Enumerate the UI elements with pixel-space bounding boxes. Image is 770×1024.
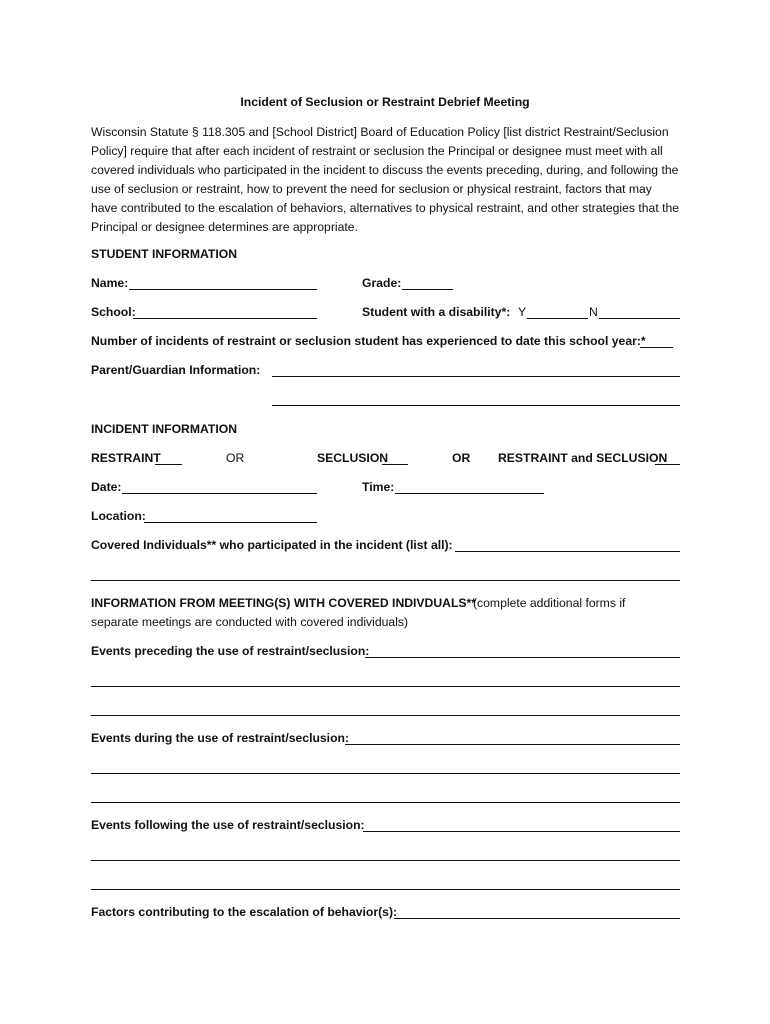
name-field[interactable] — [129, 289, 317, 290]
disability-yes-field[interactable] — [527, 318, 588, 319]
meeting-note-line-1: (complete additional forms if — [473, 596, 626, 610]
events-following-field-3[interactable] — [91, 889, 680, 890]
meeting-note-line-2: separate meetings are conducted with covered individuals) — [91, 615, 409, 629]
parent-guardian-label: Parent/Guardian Information: — [91, 363, 261, 377]
student-information-heading: STUDENT INFORMATION — [91, 247, 238, 261]
seclusion-field[interactable] — [382, 464, 408, 465]
name-label: Name: — [91, 276, 129, 290]
events-following-field-2[interactable] — [91, 860, 680, 861]
grade-field[interactable] — [402, 289, 453, 290]
events-preceding-field-2[interactable] — [91, 686, 680, 687]
seclusion-label: SECLUSION — [317, 451, 389, 465]
restraint-and-seclusion-field[interactable] — [655, 464, 680, 465]
school-field[interactable] — [133, 318, 317, 319]
factors-escalation-field[interactable] — [394, 918, 680, 919]
school-label: School: — [91, 305, 136, 319]
disability-yes-label: Y — [518, 305, 527, 319]
parent-guardian-field-1[interactable] — [272, 376, 680, 377]
location-label: Location: — [91, 509, 146, 523]
events-following-field-1[interactable] — [363, 831, 680, 832]
location-field[interactable] — [144, 522, 317, 523]
or-label-1: OR — [226, 451, 245, 465]
events-during-field-1[interactable] — [345, 744, 680, 745]
incidents-count-field[interactable] — [640, 347, 673, 348]
date-field[interactable] — [122, 493, 317, 494]
covered-individuals-field-1[interactable] — [455, 551, 680, 552]
restraint-field[interactable] — [155, 464, 182, 465]
events-preceding-field-1[interactable] — [365, 657, 680, 658]
restraint-and-seclusion-label: RESTRAINT and SECLUSION — [498, 451, 668, 465]
parent-guardian-field-2[interactable] — [272, 405, 680, 406]
covered-individuals-label: Covered Individuals** who participated in the incident (list all): — [91, 538, 453, 552]
events-following-label: Events following the use of restraint/seclusion: — [91, 818, 365, 832]
meeting-information-heading: INFORMATION FROM MEETING(S) WITH COVERED INDIVDUALS** — [91, 596, 477, 610]
events-during-label: Events during the use of restraint/seclusion: — [91, 731, 350, 745]
events-preceding-field-3[interactable] — [91, 715, 680, 716]
grade-label: Grade: — [362, 276, 402, 290]
disability-no-label: N — [589, 305, 598, 319]
disability-label: Student with a disability*: — [362, 305, 511, 319]
events-preceding-label: Events preceding the use of restraint/seclusion: — [91, 644, 370, 658]
events-during-field-3[interactable] — [91, 802, 680, 803]
events-during-field-2[interactable] — [91, 773, 680, 774]
factors-escalation-label: Factors contributing to the escalation of behavior(s): — [91, 905, 398, 919]
intro-paragraph: Wisconsin Statute § 118.305 and [School District] Board of Education Policy [list district Restraint/Seclusion Policy] require that after each incident of restraint or seclusion the Principal or designee must meet with all covered individuals who participated in the incident to discuss the events preceding, during, and following the use of seclusion or restraint, how to prevent the need for seclusion or physical restraint, factors that may have contributed to the escalation of behaviors, alternatives to physical restraint, and other strategies that the Principal or designee determines are appropriate. — [91, 125, 680, 234]
disability-no-field[interactable] — [599, 318, 680, 319]
or-label-2: OR — [452, 451, 471, 465]
restraint-label: RESTRAINT — [91, 451, 161, 465]
covered-individuals-field-2[interactable] — [91, 580, 680, 581]
incident-information-heading: INCIDENT INFORMATION — [91, 422, 238, 436]
incidents-count-label: Number of incidents of restraint or seclusion student has experienced to date this school year:* — [91, 334, 646, 348]
time-field[interactable] — [395, 493, 544, 494]
form-title: Incident of Seclusion or Restraint Debrief Meeting — [240, 95, 530, 109]
time-label: Time: — [362, 480, 395, 494]
date-label: Date: — [91, 480, 122, 494]
